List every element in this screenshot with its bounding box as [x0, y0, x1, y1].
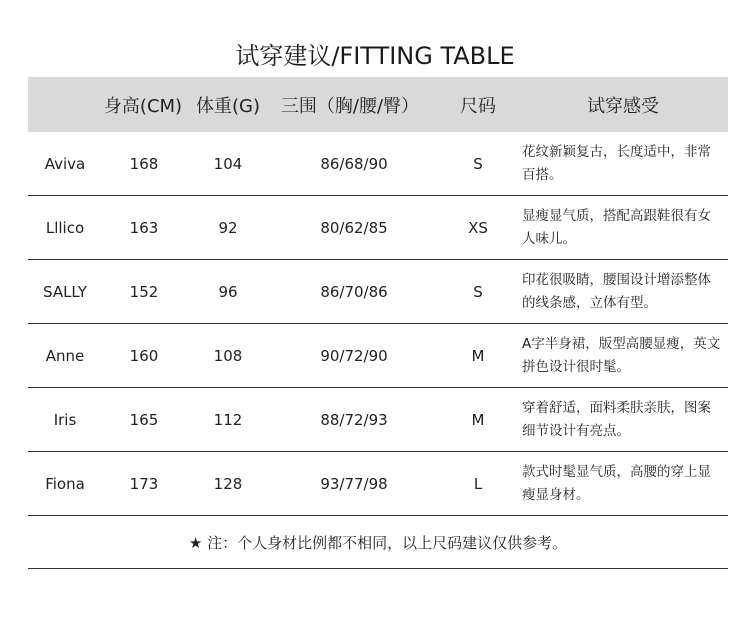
model-name: Fiona [45, 474, 85, 493]
model-measurements: 88/72/93 [320, 410, 388, 429]
model-size: L [473, 474, 483, 493]
header-weight: 体重(G) [196, 95, 260, 117]
table-row [28, 196, 728, 260]
model-weight: 104 [213, 154, 243, 173]
table-row [28, 260, 728, 324]
model-name: SALLY [43, 282, 87, 301]
model-measurements: 86/68/90 [320, 154, 388, 173]
model-name: Iris [53, 410, 77, 429]
model-size: M [471, 410, 485, 429]
fitting-note: 款式时髦显气质，高腰的穿上显瘦显身材。 [522, 463, 711, 503]
model-height: 165 [129, 410, 159, 429]
page-title: 试穿建议/FITTING TABLE [235, 42, 515, 70]
table-row [28, 132, 728, 196]
fitting-note: 显瘦显气质，搭配高跟鞋很有女人味儿。 [522, 207, 711, 247]
header-size: 尺码 [460, 95, 496, 117]
header-notes: 试穿感受 [587, 95, 659, 117]
model-weight: 92 [218, 218, 238, 237]
fitting-note: 印花很吸睛，腰围设计增添整体的线条感，立体有型。 [522, 271, 711, 311]
model-height: 152 [129, 282, 159, 301]
model-weight: 96 [218, 282, 238, 301]
model-name: Aviva [44, 154, 86, 173]
model-measurements: 90/72/90 [320, 346, 388, 365]
model-height: 168 [129, 154, 159, 173]
table-header [28, 77, 728, 132]
model-size: S [473, 154, 483, 173]
header-height: 身高(CM) [103, 95, 183, 117]
model-height: 163 [129, 218, 159, 237]
table-row [28, 388, 728, 452]
model-size: S [473, 282, 483, 301]
model-size: M [471, 346, 485, 365]
table-row [28, 452, 728, 516]
model-weight: 128 [213, 474, 243, 493]
fitting-note: A字半身裙，版型高腰显瘦，英文拼色设计很时髦。 [522, 335, 721, 375]
model-name: Anne [45, 346, 85, 365]
model-height: 173 [129, 474, 159, 493]
model-weight: 108 [213, 346, 243, 365]
model-measurements: 86/70/86 [320, 282, 388, 301]
table-row [28, 324, 728, 388]
model-weight: 112 [213, 410, 243, 429]
disclaimer-note: ★ 注：个人身材比例都不相同，以上尺码建议仅供参考。 [28, 516, 728, 569]
model-height: 160 [129, 346, 159, 365]
fitting-note: 花纹新颖复古，长度适中，非常百搭。 [522, 143, 711, 183]
fitting-note: 穿着舒适，面料柔肤亲肤，图案细节设计有亮点。 [522, 399, 711, 439]
header-measurements: 三围（胸/腰/臀） [280, 95, 420, 117]
model-measurements: 80/62/85 [320, 218, 388, 237]
fitting-table [28, 77, 728, 516]
model-name: Lllico [45, 218, 85, 237]
model-size: XS [468, 218, 488, 237]
model-measurements: 93/77/98 [320, 474, 388, 493]
